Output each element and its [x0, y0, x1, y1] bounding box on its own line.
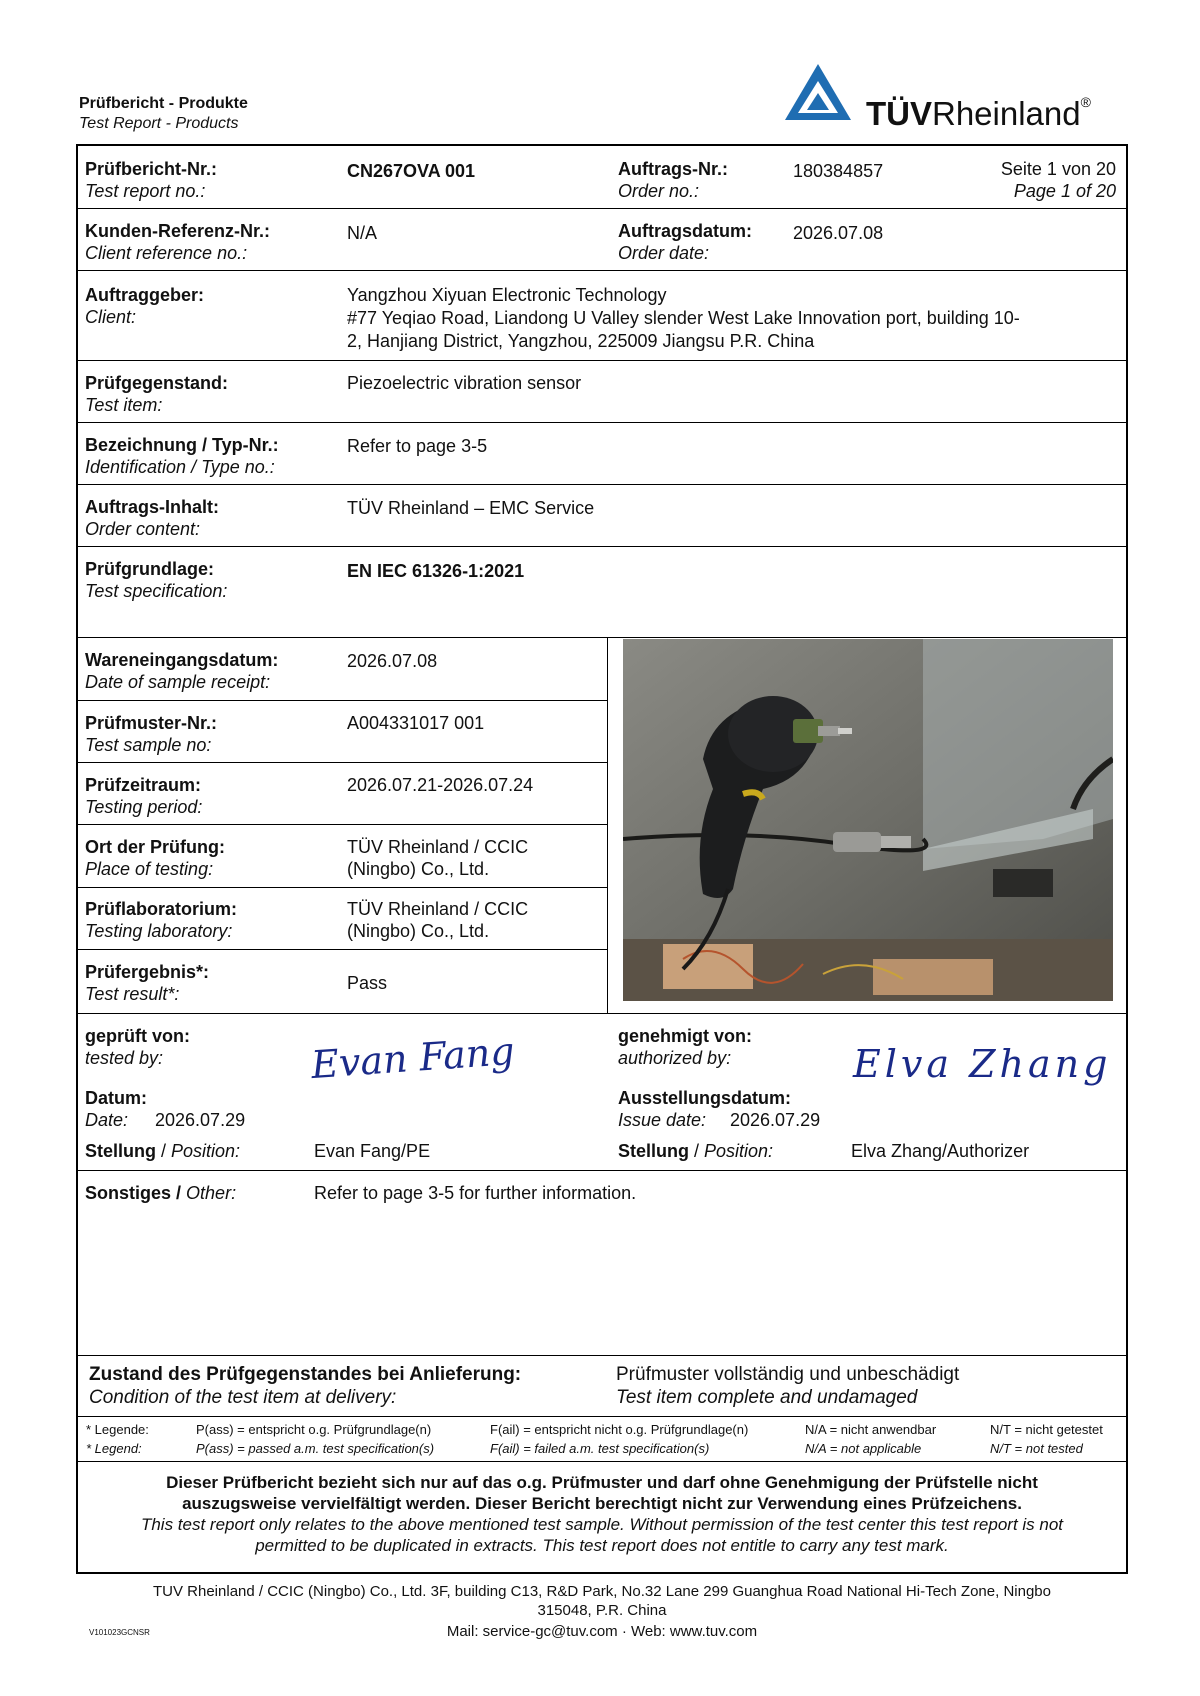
- legend-fail-de: F(ail) = entspricht nicht o.g. Prüfgrundlage(n): [490, 1422, 749, 1437]
- tester-position-label: [85, 1140, 240, 1162]
- test-spec-label-de: Prüfgrundlage:: [85, 559, 214, 579]
- client-ref-value: N/A: [347, 223, 378, 243]
- report-no-label-en: Test report no.:: [85, 181, 206, 201]
- order-no-label-en: Order no.:: [618, 181, 700, 201]
- position-label-sep: /: [689, 1141, 705, 1161]
- row-divider: [78, 700, 607, 701]
- brand-mark: ®: [1080, 94, 1091, 110]
- client-name: Yangzhou Xiyuan Electronic Technology: [347, 285, 667, 305]
- row-divider: [78, 360, 1126, 361]
- report-no-label-de: Prüfbericht-Nr.:: [85, 159, 218, 179]
- identification-label-de: Bezeichnung / Typ-Nr.:: [85, 435, 279, 455]
- authorizer-signature: Elva Zhang: [853, 1042, 1112, 1086]
- lab-value-line2: (Ningbo) Co., Ltd.: [347, 921, 490, 941]
- order-no-value: 180384857: [793, 161, 884, 181]
- testing-period-label-en: Testing period:: [85, 797, 203, 817]
- client-label-en: Client:: [85, 307, 137, 327]
- order-date-label-de: Auftragsdatum:: [618, 221, 752, 241]
- footer-address-line2: 315048, P.R. China: [537, 1602, 667, 1619]
- date-label-en: Date:: [85, 1110, 129, 1130]
- test-setup-photo: [623, 639, 1113, 1001]
- legend-fail-en: F(ail) = failed a.m. test specification(s): [490, 1441, 710, 1456]
- other-label-sep: /: [171, 1183, 187, 1203]
- other-value: Refer to page 3-5 for further information.: [314, 1183, 637, 1203]
- column-divider: [607, 637, 608, 1013]
- row-divider: [78, 762, 607, 763]
- position-label-en: Position:: [171, 1141, 241, 1161]
- row-divider: [78, 208, 1126, 209]
- report-type-de: Prüfbericht - Produkte: [79, 95, 248, 112]
- result-value: Pass: [347, 973, 388, 993]
- position-label-de: Stellung: [85, 1141, 156, 1161]
- legend-label-en: * Legend:: [86, 1441, 142, 1456]
- row-divider: [78, 887, 607, 888]
- legend-nt-de: N/T = nicht getestet: [990, 1422, 1103, 1437]
- brand-bold: TÜV: [866, 95, 932, 132]
- page-number-de: Seite 1 von 20: [1000, 159, 1116, 179]
- legend-na-en: N/A = not applicable: [805, 1441, 922, 1456]
- test-item-label-en: Test item:: [85, 395, 163, 415]
- condition-label-de: Zustand des Prüfgegenstandes bei Anlieferung:: [89, 1364, 522, 1385]
- lab-value-line1: TÜV Rheinland / CCIC: [347, 899, 529, 919]
- tested-date-value: 2026.07.29: [155, 1110, 246, 1130]
- position-label-sep: /: [156, 1141, 172, 1161]
- test-spec-value: EN IEC 61326-1:2021: [347, 561, 525, 581]
- legend-na-de: N/A = nicht anwendbar: [805, 1422, 937, 1437]
- lab-label-de: Prüflaboratorium:: [85, 899, 238, 919]
- row-divider: [78, 484, 1126, 485]
- sample-no-label-en: Test sample no:: [85, 735, 212, 755]
- brand-regular: Rheinland: [932, 95, 1081, 132]
- tested-by-label-de: geprüft von:: [85, 1026, 190, 1046]
- condition-value-de: Prüfmuster vollständig und unbeschädigt: [616, 1364, 960, 1385]
- report-type-en: Test Report - Products: [79, 115, 239, 132]
- result-label-en: Test result*:: [85, 984, 180, 1004]
- footer-address-line1: TUV Rheinland / CCIC (Ningbo) Co., Ltd. 3F, building C13, R&D Park, No.32 Lane 299 Guanghua Road National Hi-Tech Zone, Ningbo: [153, 1583, 1051, 1600]
- disclaimer-en-line1: This test report only relates to the above mentioned test sample. Without permission of the test center this test report is not: [140, 1515, 1064, 1534]
- brand-wordmark: [866, 82, 1091, 134]
- order-content-value: TÜV Rheinland – EMC Service: [347, 498, 595, 518]
- testing-period-value: 2026.07.21-2026.07.24: [347, 775, 534, 795]
- order-date-value: 2026.07.08: [793, 223, 884, 243]
- page-number-en: Page 1 of 20: [1013, 181, 1116, 201]
- client-address-line2: 2, Hanjiang District, Yangzhou, 225009 Jiangsu P.R. China: [347, 331, 815, 351]
- position-label-en: Position:: [704, 1141, 774, 1161]
- sample-receipt-label-en: Date of sample receipt:: [85, 672, 271, 692]
- legend-pass-de: P(ass) = entspricht o.g. Prüfgrundlage(n): [196, 1422, 432, 1437]
- sample-no-label-de: Prüfmuster-Nr.:: [85, 713, 218, 733]
- other-label-en: Other:: [186, 1183, 237, 1203]
- client-label-de: Auftraggeber:: [85, 285, 205, 305]
- sample-receipt-label-de: Wareneingangsdatum:: [85, 650, 279, 670]
- authorizer-position-value: Elva Zhang/Authorizer: [851, 1141, 1030, 1161]
- sample-receipt-value: 2026.07.08: [347, 651, 438, 671]
- disclaimer-de-line1: Dieser Prüfbericht bezieht sich nur auf das o.g. Prüfmuster und darf ohne Genehmigung der Prüfstelle nicht: [166, 1473, 1038, 1492]
- test-spec-label-en: Test specification:: [85, 581, 228, 601]
- order-content-label-de: Auftrags-Inhalt:: [85, 497, 219, 517]
- other-label-de: Sonstiges: [85, 1183, 172, 1203]
- test-item-label-de: Prüfgegenstand:: [85, 373, 229, 393]
- report-type-heading: [79, 94, 379, 134]
- report-table: [76, 144, 1128, 1574]
- position-label-de: Stellung: [618, 1141, 689, 1161]
- order-date-label-en: Order date:: [618, 243, 710, 263]
- place-label-en: Place of testing:: [85, 859, 214, 879]
- row-divider: [78, 422, 1126, 423]
- row-divider: [78, 1170, 1126, 1171]
- row-divider: [78, 1355, 1126, 1356]
- authorizer-position-label: [618, 1140, 773, 1162]
- place-label-de: Ort der Prüfung:: [85, 837, 225, 857]
- row-divider: [78, 546, 1126, 547]
- legend-label-de: * Legende:: [86, 1422, 149, 1437]
- lab-label-en: Testing laboratory:: [85, 921, 233, 941]
- sample-no-value: A004331017 001: [347, 713, 485, 733]
- order-no-label-de: Auftrags-Nr.:: [618, 159, 729, 179]
- footer-contact: Mail: service-gc@tuv.com · Web: www.tuv.com: [446, 1623, 758, 1640]
- issue-date-label-de: Ausstellungsdatum:: [618, 1088, 792, 1108]
- legend-pass-en: P(ass) = passed a.m. test specification(s): [196, 1441, 435, 1456]
- disclaimer-en-line2: permitted to be duplicated in extracts. This test report does not entitle to carry any test mark.: [255, 1536, 949, 1555]
- row-divider: [78, 949, 607, 950]
- order-content-label-en: Order content:: [85, 519, 201, 539]
- place-value-line1: TÜV Rheinland / CCIC: [347, 837, 529, 857]
- result-label-de: Prüfergebnis*:: [85, 962, 210, 982]
- report-no-value: CN267OVA 001: [347, 161, 476, 181]
- condition-label-en: Condition of the test item at delivery:: [89, 1387, 397, 1408]
- tester-position-value: Evan Fang/PE: [314, 1141, 431, 1161]
- tuv-rheinland-logo: [783, 62, 1123, 132]
- form-code: V101023GCNSR: [89, 1628, 150, 1637]
- other-label: [85, 1182, 236, 1204]
- row-divider: [78, 824, 607, 825]
- place-value-line2: (Ningbo) Co., Ltd.: [347, 859, 490, 879]
- issue-date-value: 2026.07.29: [730, 1110, 821, 1130]
- row-divider: [78, 270, 1126, 271]
- authorized-by-label-en: authorized by:: [618, 1048, 732, 1068]
- row-divider: [78, 1461, 1126, 1462]
- authorized-by-label-de: genehmigt von:: [618, 1026, 752, 1046]
- tester-signature: Evan Fang: [309, 1028, 516, 1088]
- tested-by-label-en: tested by:: [85, 1048, 164, 1068]
- client-ref-label-de: Kunden-Referenz-Nr.:: [85, 221, 271, 241]
- test-item-value: Piezoelectric vibration sensor: [347, 373, 582, 393]
- condition-value-en: Test item complete and undamaged: [616, 1387, 918, 1408]
- date-label-de: Datum:: [85, 1088, 147, 1108]
- row-divider: [78, 637, 1126, 638]
- row-divider: [78, 1013, 1126, 1014]
- legend-nt-en: N/T = not tested: [990, 1441, 1083, 1456]
- client-address-line1: #77 Yeqiao Road, Liandong U Valley slender West Lake Innovation port, building 10-: [347, 308, 1020, 328]
- testing-period-label-de: Prüfzeitraum:: [85, 775, 202, 795]
- row-divider: [78, 1416, 1126, 1417]
- identification-value: Refer to page 3-5: [347, 436, 488, 456]
- client-ref-label-en: Client reference no.:: [85, 243, 248, 263]
- disclaimer-de-line2: auszugsweise vervielfältigt werden. Dieser Bericht berechtigt nicht zur Verwendung eines Prüfzeichens.: [182, 1494, 1022, 1513]
- issue-date-label-en: Issue date:: [618, 1110, 707, 1130]
- tuv-triangle-icon: [783, 62, 853, 124]
- identification-label-en: Identification / Type no.:: [85, 457, 275, 477]
